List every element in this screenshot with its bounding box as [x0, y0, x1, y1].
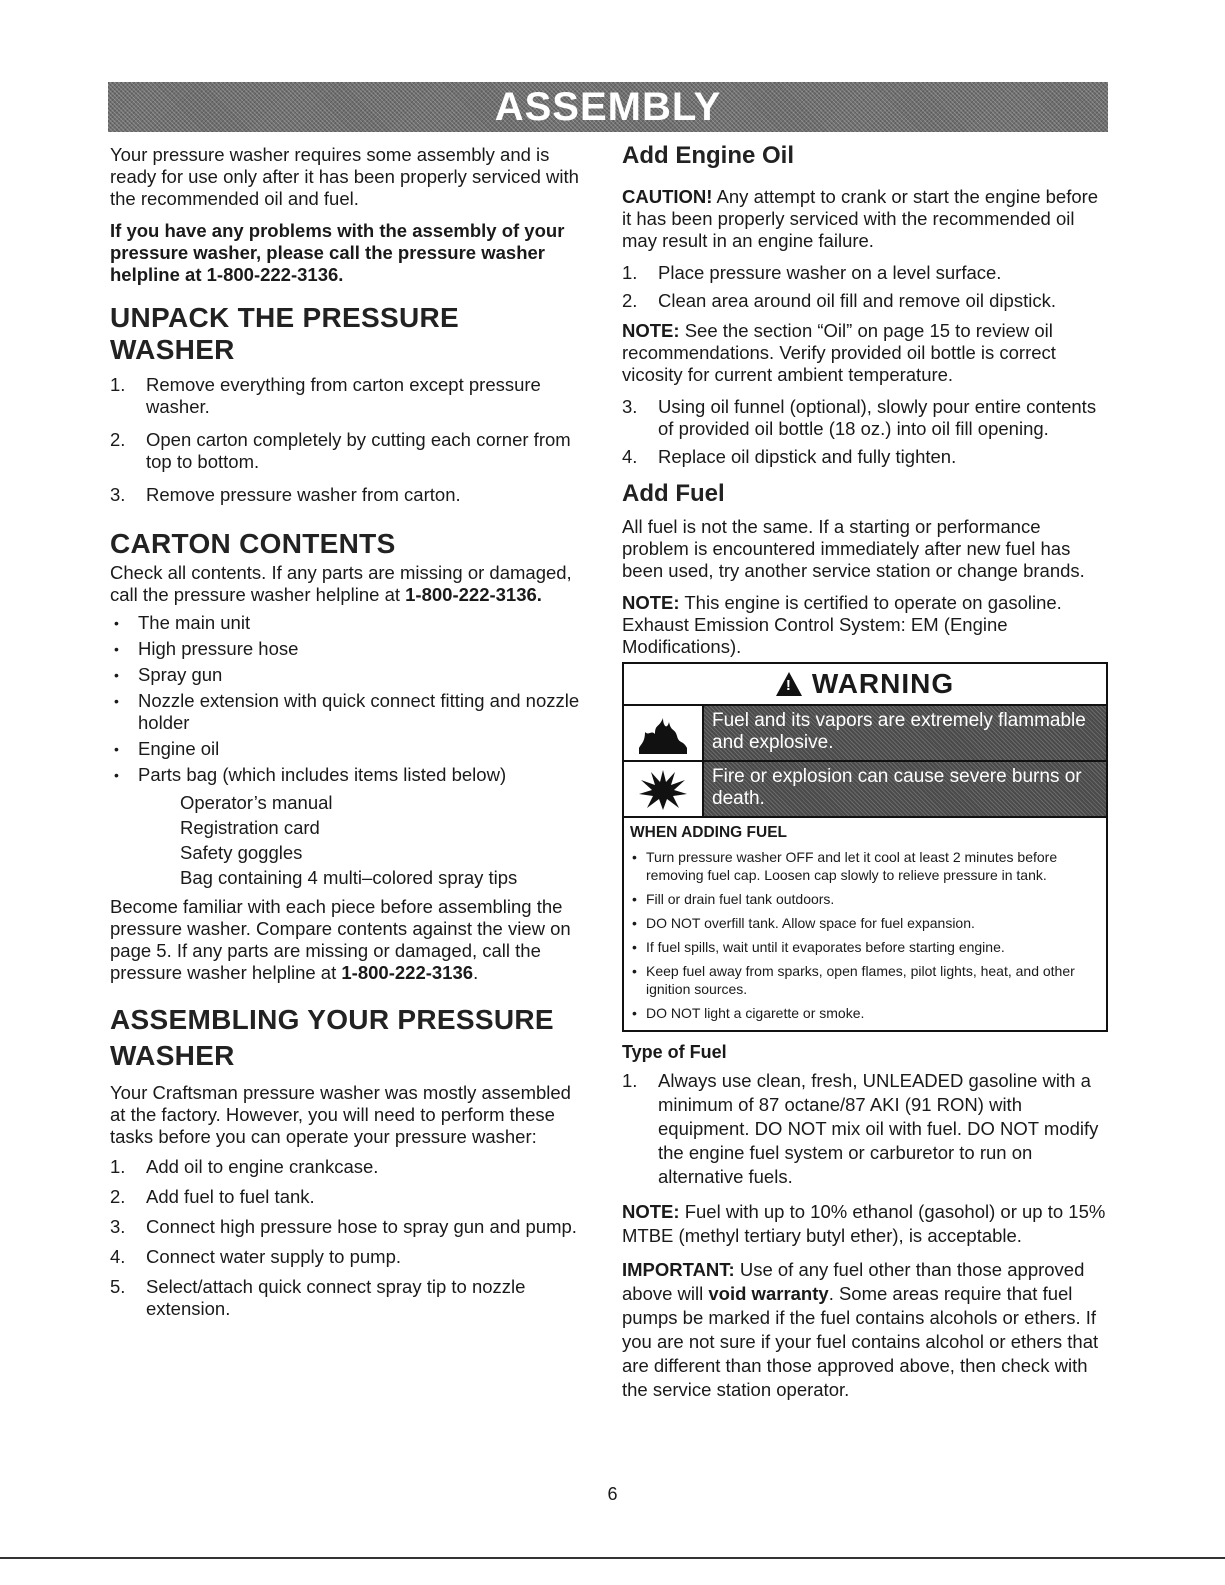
warning-box: [622, 662, 1108, 1032]
hazard-flammable-text: Fuel and its vapors are extremely flammable and explosive.: [704, 706, 1106, 760]
parts-bag-item: Operator’s manual: [180, 792, 333, 813]
warning-list: [630, 848, 1100, 1022]
assembling-step: 3. Connect high pressure hose to spray gun and pump.: [110, 1216, 577, 1237]
contents-outro: Become familiar with each piece before assembling the pressure washer. Compare contents against the view on page 5. If any parts are missing or damaged, call the pressure washer helpline at 1-800-222-3136.: [110, 896, 571, 983]
contents-item: • High pressure hose: [110, 638, 590, 660]
oil-step: 2. Clean area around oil fill and remove oil dipstick.: [622, 290, 1056, 311]
fuel-type-step: 1. Always use clean, fresh, UNLEADED gasoline with a minimum of 87 octane/87 AKI (91 RON) with equipment. DO NOT mix oil with fuel. DO NOT modify the engine fuel system or carburetor to run on alternative fuels.: [622, 1070, 1099, 1187]
right-column: [622, 142, 1107, 1412]
contents-item: • The main unit: [110, 612, 590, 634]
unpack-steps: [110, 374, 590, 506]
contents-list: [110, 612, 590, 786]
parts-bag-list: [110, 790, 590, 890]
fuel-note-ethanol: NOTE: Fuel with up to 10% ethanol (gasohol) or up to 15% MTBE (methyl tertiary butyl ether), is acceptable.: [622, 1201, 1106, 1246]
hazard-explosion: [624, 760, 1106, 816]
contents-heading: CARTON CONTENTS: [110, 528, 396, 559]
hazard-explosion-text: Fire or explosion can cause severe burns or death.: [704, 762, 1106, 816]
fire-icon: [624, 706, 704, 760]
fuel-intro: All fuel is not the same. If a starting or performance problem is encountered immediately after new fuel has been used, try another service station or change brands.: [622, 516, 1085, 581]
contents-item: • Engine oil: [110, 738, 590, 760]
parts-bag-item: Bag containing 4 multi–colored spray tips: [180, 867, 518, 888]
oil-steps: [622, 262, 1107, 312]
warning-item: • Turn pressure washer OFF and let it cool at least 2 minutes before removing fuel cap. Loosen cap slowly to relieve pressure in tank.: [630, 848, 1100, 884]
assembling-heading: ASSEMBLING YOUR PRESSURE WASHER: [110, 1004, 554, 1071]
helpline-note: If you have any problems with the assembly of your pressure washer, please call the pressure washer helpline at 1-800-222-3136.: [110, 220, 565, 285]
warning-body: [624, 816, 1106, 1030]
unpack-heading: UNPACK THE PRESSURE WASHER: [110, 302, 460, 365]
warning-item: • Keep fuel away from sparks, open flames, pilot lights, heat, and other ignition sources.: [630, 962, 1100, 998]
fuel-note: NOTE: This engine is certified to operate on gasoline. Exhaust Emission Control System: EM (Engine Modifications).: [622, 592, 1062, 657]
warning-subtitle: WHEN ADDING FUEL: [630, 824, 787, 841]
assembling-step: 2. Add fuel to fuel tank.: [110, 1186, 315, 1207]
type-of-fuel-heading: Type of Fuel: [622, 1042, 727, 1062]
assembling-intro: Your Craftsman pressure washer was mostly assembled at the factory. However, you will need to perform these tasks before you can operate your pressure washer:: [110, 1082, 571, 1147]
assembling-step: 4. Connect water supply to pump.: [110, 1246, 402, 1267]
warning-header: [624, 664, 1106, 704]
contents-item: • Nozzle extension with quick connect fitting and nozzle holder: [110, 690, 590, 734]
banner-title: ASSEMBLY: [494, 84, 722, 129]
important-note: IMPORTANT: Use of any fuel other than those approved above will void warranty. Some areas require that fuel pumps be marked if the fuel contains alcohols or ethers. If you are not sure if your fuel contains alcohol or ethers that are different than those approved above, then check with the service station operator.: [622, 1259, 1099, 1400]
bottom-divider: [0, 1557, 1225, 1559]
assembling-step: 5. Select/attach quick connect spray tip to nozzle extension.: [110, 1276, 526, 1319]
oil-steps-continued: [622, 396, 1107, 468]
assembling-step: 1. Add oil to engine crankcase.: [110, 1156, 379, 1177]
oil-note: NOTE: See the section “Oil” on page 15 to review oil recommendations. Verify provided oil bottle is correct vicosity for current ambient temperature.: [622, 320, 1056, 385]
warning-item: • Fill or drain fuel tank outdoors.: [630, 890, 1100, 908]
assembling-steps: [110, 1156, 590, 1320]
contents-intro: Check all contents. If any parts are missing or damaged, call the pressure washer helpline at 1-800-222-3136.: [110, 562, 572, 605]
warning-item: • DO NOT light a cigarette or smoke.: [630, 1004, 1100, 1022]
unpack-step: 3. Remove pressure washer from carton.: [110, 484, 461, 505]
left-column: [110, 144, 590, 1328]
add-oil-heading: Add Engine Oil: [622, 142, 794, 169]
warning-item: • DO NOT overfill tank. Allow space for fuel expansion.: [630, 914, 1100, 932]
explosion-icon: [624, 762, 704, 816]
warning-triangle-icon: [776, 672, 802, 696]
parts-bag-item: Safety goggles: [180, 842, 303, 863]
parts-bag-item: Registration card: [180, 817, 320, 838]
unpack-step: 1. Remove everything from carton except pressure washer.: [110, 374, 541, 417]
warning-title: WARNING: [811, 668, 955, 699]
section-banner: [108, 82, 1108, 132]
contents-item: • Parts bag (which includes items listed below): [110, 764, 590, 786]
oil-caution: CAUTION! Any attempt to crank or start the engine before it has been properly serviced with the recommended oil may result in an engine failure.: [622, 186, 1099, 251]
contents-item: • Spray gun: [110, 664, 590, 686]
unpack-step: 2. Open carton completely by cutting each corner from top to bottom.: [110, 429, 571, 472]
oil-step: 4. Replace oil dipstick and fully tighten.: [622, 446, 957, 467]
add-fuel-heading: Add Fuel: [622, 480, 725, 507]
oil-step: 1. Place pressure washer on a level surface.: [622, 262, 1002, 283]
oil-step: 3. Using oil funnel (optional), slowly pour entire contents of provided oil bottle (18 oz.) into oil fill opening.: [622, 396, 1097, 439]
fuel-type-steps: [622, 1069, 1107, 1189]
intro-paragraph: Your pressure washer requires some assembly and is ready for use only after it has been properly serviced with the recommended oil and fuel.: [110, 144, 579, 209]
hazard-flammable: [624, 704, 1106, 760]
page-number: 6: [607, 1484, 618, 1504]
warning-item: • If fuel spills, wait until it evaporates before starting engine.: [630, 938, 1100, 956]
